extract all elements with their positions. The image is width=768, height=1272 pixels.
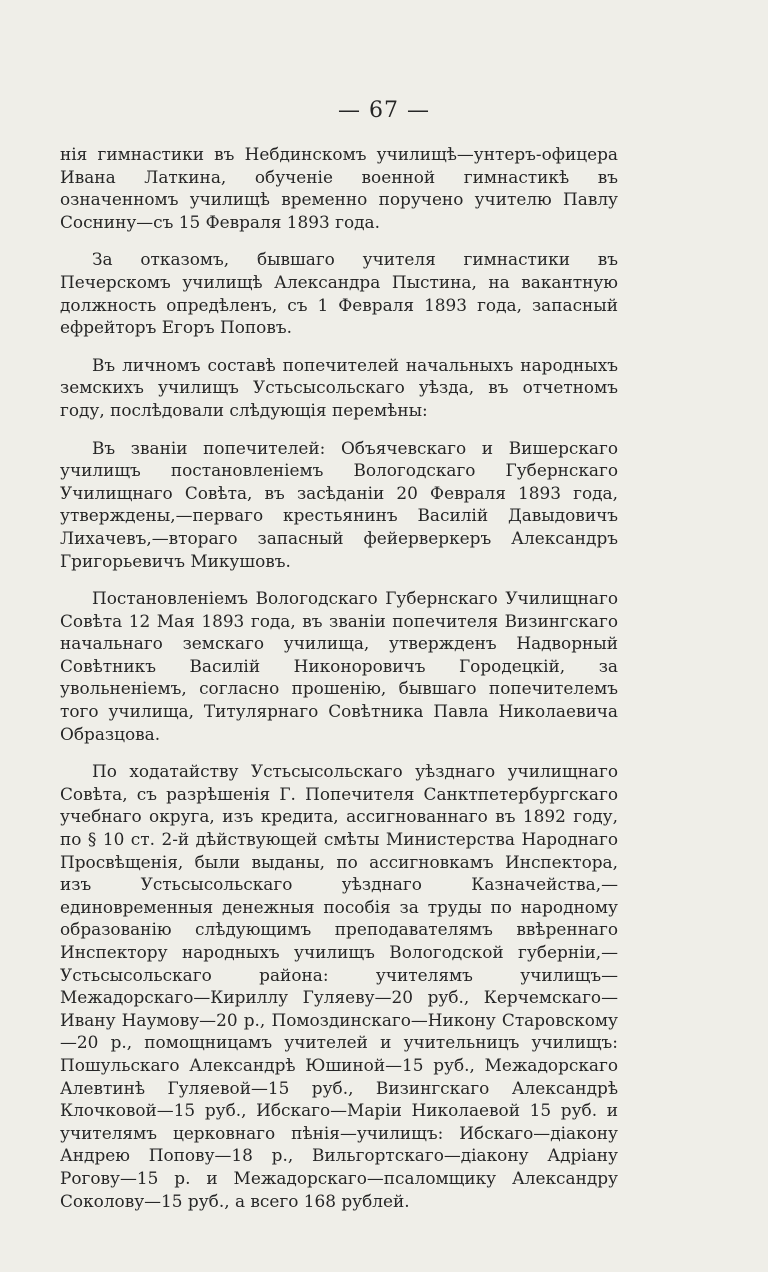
paragraph-vizinga-trustee: Постановленіемъ Вологодскаго Губернскаго Училищнаго Совѣта 12 Мая 1893 года, въ званіи попечителя Визингскаго начальнаго земскаго училища, утвержденъ Надворный Совѣтникъ Василій Никоноровичъ Городецкій, за увольненіемъ, согласно прошенію, бывшаго попечителемъ того училища, Титулярнаго Совѣтника Павла Николаевича Образцова. bbox=[60, 588, 618, 744]
paragraph-trustees-appointed: Въ званіи попечителей: Объячевскаго и Вишерскаго училищъ постановленіемъ Вологодскаго Губернскаго Училищнаго Совѣта, въ засѣданіи 20 Февраля 1893 года, утверждены,—перваго крестьянинъ Василій Давыдовичъ Лихачевъ,—втораго запасный фейерверкеръ Александръ Григорьевичъ Микушовъ. bbox=[60, 437, 618, 571]
paragraph-trustees-intro: Въ личномъ составѣ попечителей начальныхъ народныхъ земскихъ училищъ Устьсысольскаго уѣзда, въ отчетномъ году, послѣдовали слѣдующія перемѣны: bbox=[60, 354, 618, 420]
body-text bbox=[60, 143, 618, 1212]
page-number: — 67 — bbox=[338, 98, 430, 123]
paragraph-continuation: нія гимнастики въ Небдинскомъ училищѣ—унтеръ-офицера Ивана Латкина, обученіе военной гимнастикѣ въ означенномъ училищѣ временно поручено учителю Павлу Соснину—съ 15 Февраля 1893 года. bbox=[60, 144, 618, 232]
paragraph-gymnastics-teacher: За отказомъ, бывшаго учителя гимнастики въ Печерскомъ училищѣ Александра Пыстина, на вакантную должность опредѣленъ, съ 1 Февраля 1893 года, запасный ефрейторъ Егоръ Поповъ. bbox=[60, 249, 618, 338]
paragraph-grants: По ходатайству Устьсысольскаго уѣзднаго училищнаго Совѣта, съ разрѣшенія Г. Попечителя Санктпетербургскаго учебнаго округа, изъ кредита, ассигнованнаго въ 1892 году, по § 10 ст. 2-й дѣйствующей смѣты Министерства Народнаго Просвѣщенія, были выданы, по ассигновкамъ Инспектора, изъ Устьсысольскаго уѣзднаго Казначейства,—единовременныя денежныя пособія за труды по народному образованію слѣдующимъ преподавателямъ ввѣреннаго Инспектору народныхъ училищъ Вологодской губерніи,—Устьсысольскаго района: учителямъ училищъ—Межадорскаго—Кириллу Гуляеву—20 руб., Керчемскаго—Ивану Наумову—20 р., Помоздинскаго—Никону Старовскому—20 р., помощницамъ учителей и учительницъ училищъ: Пошульскаго Александрѣ Юшиной—15 руб., Межадорскаго Алевтинѣ Гуляевой—15 руб., Визингскаго Александрѣ Клочковой—15 руб., Ибскаго—Маріи Николаевой 15 руб. и учителямъ церковнаго пѣнія—училищъ: Ибскаго—діакону Андрею Попову—18 р., Вильгортскаго—діакону Адріану Рогову—15 р. и Межадорскаго—псаломщику Александру Соколову—15 руб., а всего 168 рублей. bbox=[60, 761, 618, 1211]
